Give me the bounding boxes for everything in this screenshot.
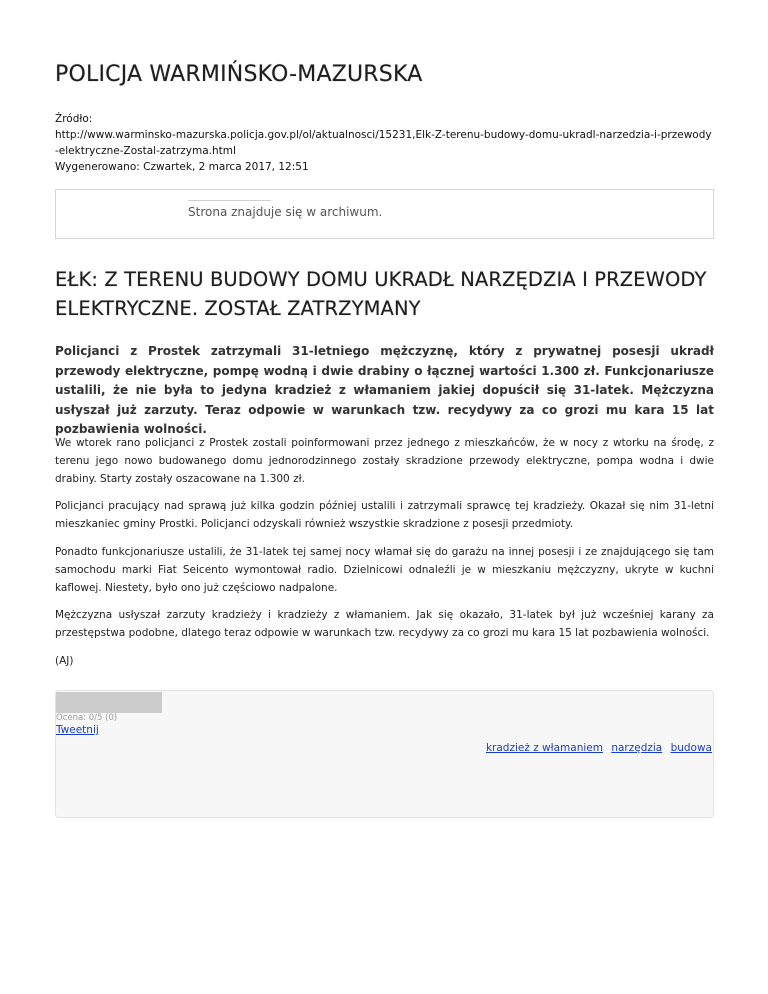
source-url-line-1: http://www.warminsko-mazurska.policja.gov.pl/ol/aktualnosci/15231,Elk-Z-terenu-budowy-domu-ukradl-narzedzia-i-przewody (55, 129, 712, 141)
author-signature: (AJ) (55, 655, 74, 667)
rating-text: Ocena: 0/5 (0) (56, 713, 118, 723)
article-paragraph: Policjanci pracujący nad sprawą już kilka godzin później ustalili i zatrzymali sprawcę tej kradzieży. Okazał się nim 31-letni mieszkaniec gminy Prostki. Policjanci odzyskali również wszystkie skradzione z posesji przedmioty. (55, 500, 714, 530)
tweet-link[interactable]: Tweetnij (56, 724, 99, 736)
archive-divider (188, 200, 271, 201)
article-paragraph: Ponadto funkcjonariusze ustalili, że 31-latek tej samej nocy włamał się do garażu na innej posesji i ze znajdującego się tam samochodu marki Fiat Seicento wymontował radio. Dzielnicowi odnaleźli je w mieszkaniu mężczyzny, ukryte w kuchni kaflowej. Niestety, było ono już częściowo nadpalone. (55, 546, 714, 594)
article-paragraph: Mężczyzna usłyszał zarzuty kradzieży i kradzieży z włamaniem. Jak się okazało, 31-latek był już wcześniej karany za przestępstwa podobne, dlatego teraz odpowie w warunkach tzw. recydywy za co grozi mu kara 15 lat pozbawienia wolności. (55, 609, 714, 639)
tag-link-burglary[interactable]: kradzież z włamaniem (485, 742, 603, 754)
article-footer (55, 690, 714, 818)
document-meta (55, 111, 714, 175)
article-title: EŁK: Z TERENU BUDOWY DOMU UKRADŁ NARZĘDZIA I PRZEWODY ELEKTRYCZNE. ZOSTAŁ ZATRZYMANY (55, 268, 707, 320)
generated-date: Wygenerowano: Czwartek, 2 marca 2017, 12:51 (55, 161, 309, 173)
article-paragraph: We wtorek rano policjanci z Prostek zostali poinformowani przez jednego z mieszkańców, że w nocy z wtorku na środę, z terenu jego nowo budowanego domu jednorodzinnego zostały skradzione przewody elektryczne, pompa wodna i dwie drabiny. Starty zostały oszacowane na 1.300 zł. (55, 437, 714, 485)
archive-notice-box (55, 189, 714, 239)
archive-notice: Strona znajduje się w archiwum. (188, 205, 383, 219)
rating-stars-widget[interactable] (56, 692, 162, 713)
tag-link-construction[interactable]: budowa (670, 742, 712, 754)
article-lead: Policjanci z Prostek zatrzymali 31-letniego mężczyznę, który z prywatnej posesji ukradł przewody elektryczne, pompę wodną i dwie drabiny o łącznej wartości 1.300 zł. Funkcjonariusze ustalili, że nie była to jedyna kradzież z włamaniem jakiej dopuścił się 31-latek. Mężczyzna usłyszał już zarzuty. Teraz odpowie w warunkach tzw. recydywy za co grozi mu kara 15 lat pozbawienia wolności. (55, 344, 714, 436)
site-title: POLICJA WARMIŃSKO-MAZURSKA (55, 62, 423, 87)
source-label: Źródło: (55, 113, 93, 125)
tag-list (481, 742, 712, 754)
tag-link-tools[interactable]: narzędzia (611, 742, 663, 754)
source-url-line-2: -elektryczne-Zostal-zatrzyma.html (55, 145, 236, 157)
